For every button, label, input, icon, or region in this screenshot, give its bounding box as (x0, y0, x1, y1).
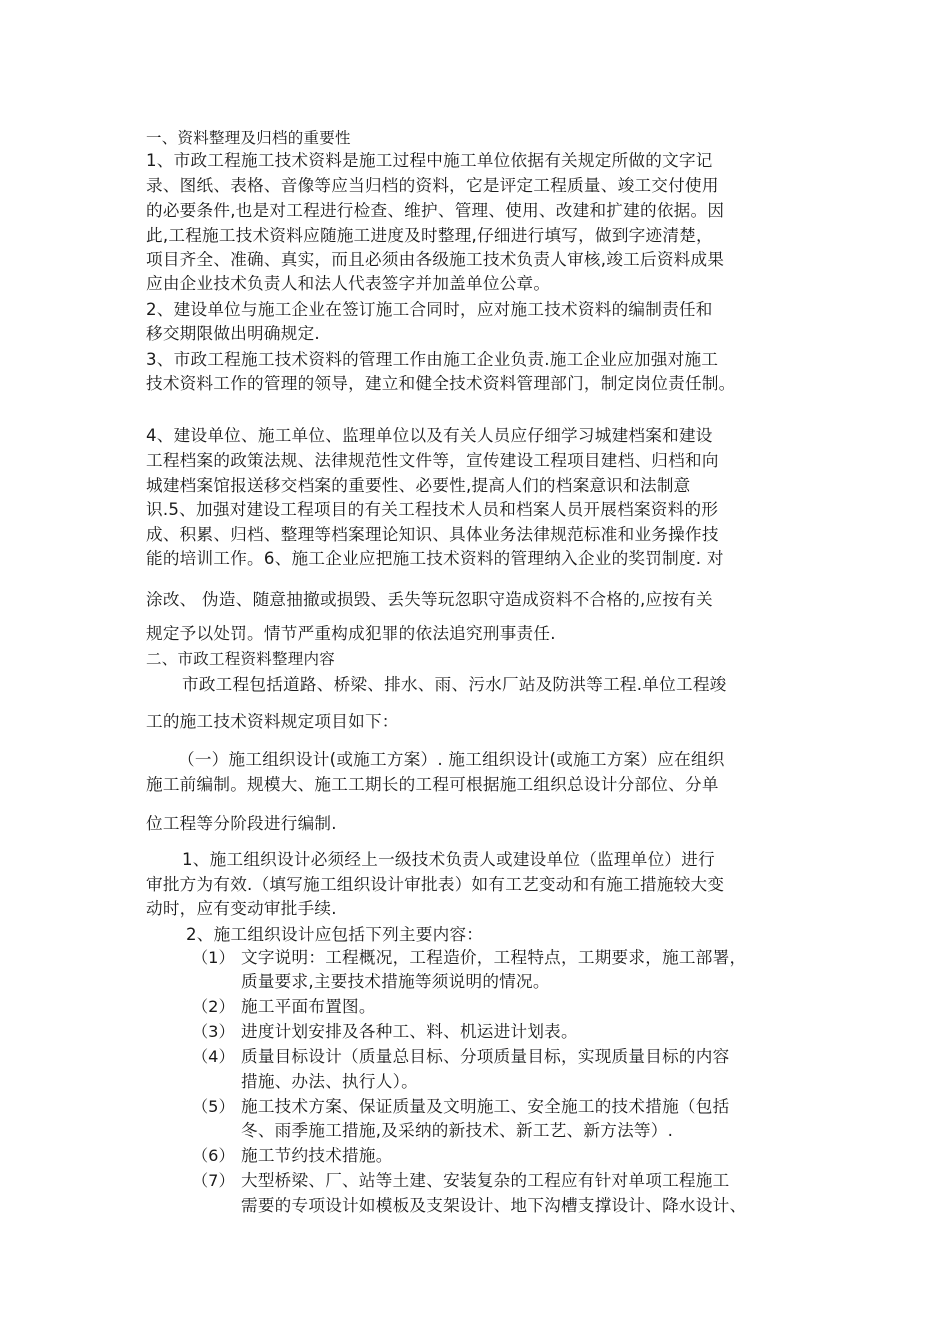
list-item-text: 冬、雨季施工措施,及采纳的新技术、新工艺、新方法等）. (241, 1121, 674, 1140)
list-item-text: 需要的专项设计如模板及支架设计、地下沟槽支撑设计、降水设计、 (241, 1196, 747, 1215)
list-item-number: （1） (192, 948, 235, 967)
list-item-text: 施工平面布置图。 (241, 997, 376, 1016)
list-item-text: 质量目标设计（质量总目标、分项质量目标，实现质量目标的内容 (241, 1047, 730, 1066)
paragraph-4-line: 识.5、加强对建设工程项目的有关工程技术人员和档案人员开展档案资料的形 (146, 500, 719, 519)
paragraph-1-line: 的必要条件,也是对工程进行检查、维护、管理、使用、改建和扩建的依据。因 (146, 201, 725, 220)
list-item-text: 施工节约技术措施。 (241, 1146, 393, 1165)
paragraph-1-line: 录、图纸、表格、音像等应当归档的资料，它是评定工程质量、竣工交付使用 (146, 176, 719, 195)
section-heading-2: 二、市政工程资料整理内容 (146, 650, 336, 668)
paragraph-4-line: 涂改、 伪造、随意抽撤或损毁、丢失等玩忽职守造成资料不合格的,应按有关 (146, 590, 713, 609)
section-heading-1: 一、资料整理及归档的重要性 (146, 129, 351, 147)
paragraph-1-line: 此,工程施工技术资料应随施工进度及时整理,仔细进行填写，做到字迹清楚， (146, 226, 713, 245)
paragraph-7-line: 动时，应有变动审批手续. (146, 899, 337, 918)
paragraph-4-line: 4、建设单位、施工单位、监理单位以及有关人员应仔细学习城建档案和建设 (146, 426, 713, 445)
list-item-text: 文字说明：工程概况，工程造价，工程特点，工期要求，施工部署， (241, 948, 747, 967)
paragraph-5-line: 工的施工技术资料规定项目如下： (146, 712, 399, 731)
paragraph-4-line: 工程档案的政策法规、法律规范性文件等，宣传建设工程项目建档、归档和向 (146, 451, 719, 470)
paragraph-7-line: 1、施工组织设计必须经上一级技术负责人或建设单位（监理单位）进行 (182, 850, 715, 869)
list-item-text: 施工技术方案、保证质量及文明施工、安全施工的技术措施（包括 (241, 1097, 730, 1116)
paragraph-6-line: 施工前编制。规模大、施工工期长的工程可根据施工组织总设计分部位、分单 (146, 775, 719, 794)
paragraph-4-line: 能的培训工作。6、施工企业应把施工技术资料的管理纳入企业的奖罚制度. 对 (146, 549, 724, 568)
paragraph-2-line: 2、建设单位与施工企业在签订施工合同时，应对施工技术资料的编制责任和 (146, 300, 713, 319)
paragraph-5-line: 市政工程包括道路、桥梁、排水、雨、污水厂站及防洪等工程.单位工程竣 (182, 675, 727, 694)
paragraph-1-line: 应由企业技术负责人和法人代表签字并加盖单位公章。 (146, 274, 551, 293)
list-item-text: 措施、办法、执行人）。 (241, 1072, 418, 1091)
list-item-number: （7） (192, 1171, 235, 1190)
list-item-text: 进度计划安排及各种工、料、机运进计划表。 (241, 1022, 578, 1041)
list-item-number: （2） (192, 997, 235, 1016)
list-item-number: （6） (192, 1146, 235, 1165)
paragraph-8-line: 2、施工组织设计应包括下列主要内容： (186, 925, 484, 944)
list-item-number: （4） (192, 1047, 235, 1066)
list-item-text: 大型桥梁、厂、站等土建、安装复杂的工程应有针对单项工程施工 (241, 1171, 730, 1190)
paragraph-1-line: 项目齐全、准确、真实，而且必须由各级施工技术负责人审核,竣工后资料成果 (146, 250, 725, 269)
paragraph-1-line: 1、市政工程施工技术资料是施工过程中施工单位依据有关规定所做的文字记 (146, 151, 713, 170)
paragraph-6-line: 位工程等分阶段进行编制. (146, 814, 337, 833)
list-item-number: （5） (192, 1097, 235, 1116)
paragraph-4-line: 规定予以处罚。情节严重构成犯罪的依法追究刑事责任. (146, 624, 556, 643)
paragraph-3-line: 3、市政工程施工技术资料的管理工作由施工企业负责.施工企业应加强对施工 (146, 350, 719, 369)
paragraph-7-line: 审批方为有效.（填写施工组织设计审批表）如有工艺变动和有施工措施较大变 (146, 875, 725, 894)
paragraph-2-line: 移交期限做出明确规定. (146, 324, 320, 343)
list-item-text: 质量要求,主要技术措施等须说明的情况。 (241, 972, 550, 991)
paragraph-4-line: 成、积累、归档、整理等档案理论知识、具体业务法律规范标准和业务操作技 (146, 525, 719, 544)
paragraph-4-line: 城建档案馆报送移交档案的重要性、必要性,提高人们的档案意识和法制意 (146, 476, 691, 495)
paragraph-3-line: 技术资料工作的管理的领导，建立和健全技术资料管理部门，制定岗位责任制。 (146, 374, 736, 393)
paragraph-6-line: （一）施工组织设计(或施工方案）. 施工组织设计(或施工方案）应在组织 (178, 750, 725, 769)
list-item-number: （3） (192, 1022, 235, 1041)
